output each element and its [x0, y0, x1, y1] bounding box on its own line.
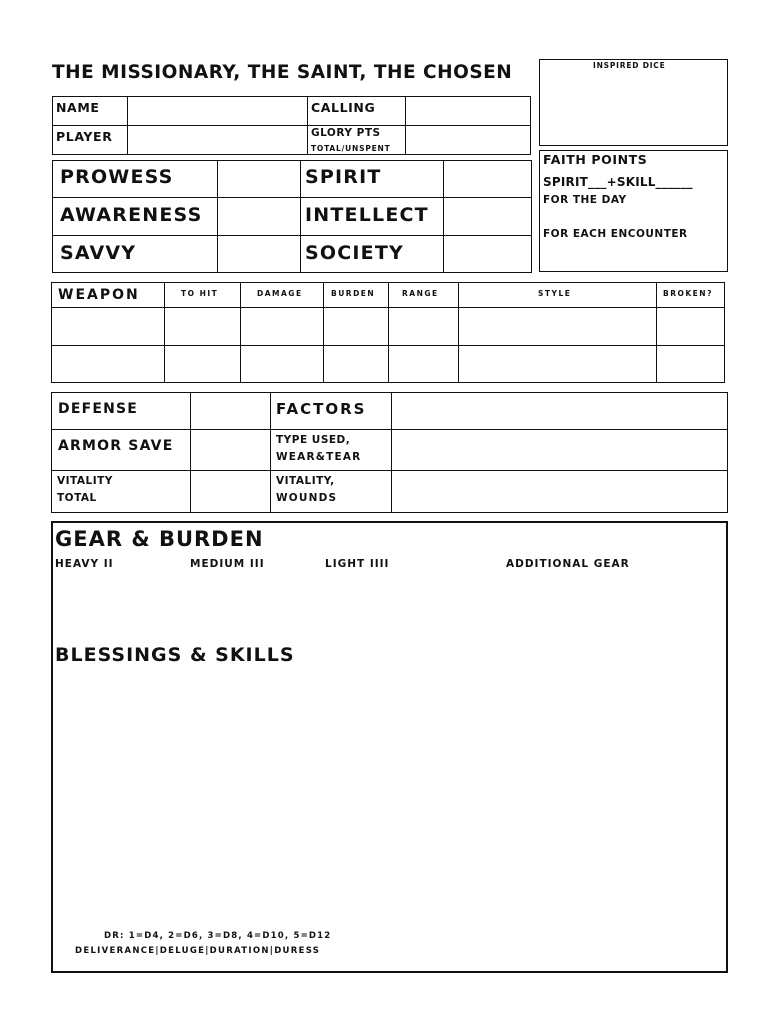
faith-for-day-label: FOR THE DAY — [543, 194, 627, 206]
vitality-wounds-label-2: WOUNDS — [276, 492, 338, 504]
faith-points-box[interactable] — [539, 150, 728, 272]
type-used-label: TYPE USED, — [276, 434, 351, 446]
additional-gear-label: ADDITIONAL GEAR — [506, 558, 630, 570]
dr-reference: DR: 1=D4, 2=D6, 3=D8, 4=D10, 5=D12 — [104, 931, 332, 941]
society-label: SOCIETY — [305, 242, 404, 264]
factors-field[interactable] — [393, 394, 726, 428]
range-header: RANGE — [402, 289, 439, 298]
light-label: LIGHT IIII — [325, 558, 390, 570]
medium-label: MEDIUM III — [190, 558, 265, 570]
armor-save-label: ARMOR SAVE — [58, 438, 174, 454]
player-label: PLAYER — [56, 129, 113, 144]
faith-points-title: FAITH POINTS — [543, 152, 648, 167]
prowess-value[interactable] — [219, 162, 299, 196]
dr-categories: DELIVERANCE|DELUGE|DURATION|DURESS — [75, 946, 321, 956]
intellect-label: INTELLECT — [305, 204, 429, 226]
to-hit-header: TO HIT — [181, 289, 219, 298]
gear-burden-title: GEAR & BURDEN — [55, 527, 264, 551]
faith-for-encounter-label: FOR EACH ENCOUNTER — [543, 228, 688, 240]
burden-header: BURDEN — [331, 289, 376, 298]
type-used-field[interactable] — [393, 431, 726, 469]
inspired-dice-box[interactable] — [539, 59, 728, 146]
blessings-area[interactable] — [55, 672, 724, 924]
sheet-title: THE MISSIONARY, THE SAINT, THE CHOSEN — [52, 62, 513, 83]
weapon-row-1[interactable] — [53, 309, 723, 344]
vitality-wounds-field[interactable] — [393, 472, 726, 511]
vitality-total-label-2: TOTAL — [57, 492, 97, 504]
blessings-skills-title: BLESSINGS & SKILLS — [55, 644, 295, 666]
gear-area[interactable] — [55, 576, 724, 638]
glory-points-label: GLORY PTS — [311, 127, 381, 139]
player-field[interactable] — [129, 127, 305, 153]
intellect-value[interactable] — [445, 199, 530, 234]
broken-header: BROKEN? — [663, 289, 713, 298]
awareness-label: AWARENESS — [60, 204, 203, 226]
factors-label: FACTORS — [276, 400, 367, 418]
society-value[interactable] — [445, 237, 530, 271]
defense-label: DEFENSE — [58, 401, 139, 417]
faith-points-formula: SPIRIT___+SKILL______ — [543, 175, 693, 189]
glory-points-sublabel: TOTAL/UNSPENT — [311, 144, 391, 153]
defense-value[interactable] — [192, 394, 269, 428]
glory-points-field[interactable] — [407, 127, 529, 153]
style-header: STYLE — [538, 289, 572, 298]
armor-save-value[interactable] — [192, 431, 269, 469]
vitality-total-label-1: VITALITY — [57, 475, 113, 487]
savvy-value[interactable] — [219, 237, 299, 271]
name-field[interactable] — [129, 98, 305, 124]
damage-header: DAMAGE — [257, 289, 303, 298]
prowess-label: PROWESS — [60, 166, 174, 188]
inspired-dice-label: INSPIRED DICE — [593, 61, 666, 70]
vitality-wounds-label-1: VITALITY, — [276, 475, 335, 487]
spirit-value[interactable] — [445, 162, 530, 196]
weapon-row-2[interactable] — [53, 347, 723, 382]
awareness-value[interactable] — [219, 199, 299, 234]
savvy-label: SAVVY — [60, 242, 137, 264]
heavy-label: HEAVY II — [55, 558, 114, 570]
spirit-label: SPIRIT — [305, 166, 382, 188]
wear-tear-label: WEAR&TEAR — [276, 451, 362, 463]
vitality-total-value[interactable] — [192, 472, 269, 511]
calling-label: CALLING — [311, 100, 376, 115]
calling-field[interactable] — [407, 98, 529, 124]
weapon-header: WEAPON — [58, 287, 140, 303]
name-label: NAME — [56, 100, 100, 115]
